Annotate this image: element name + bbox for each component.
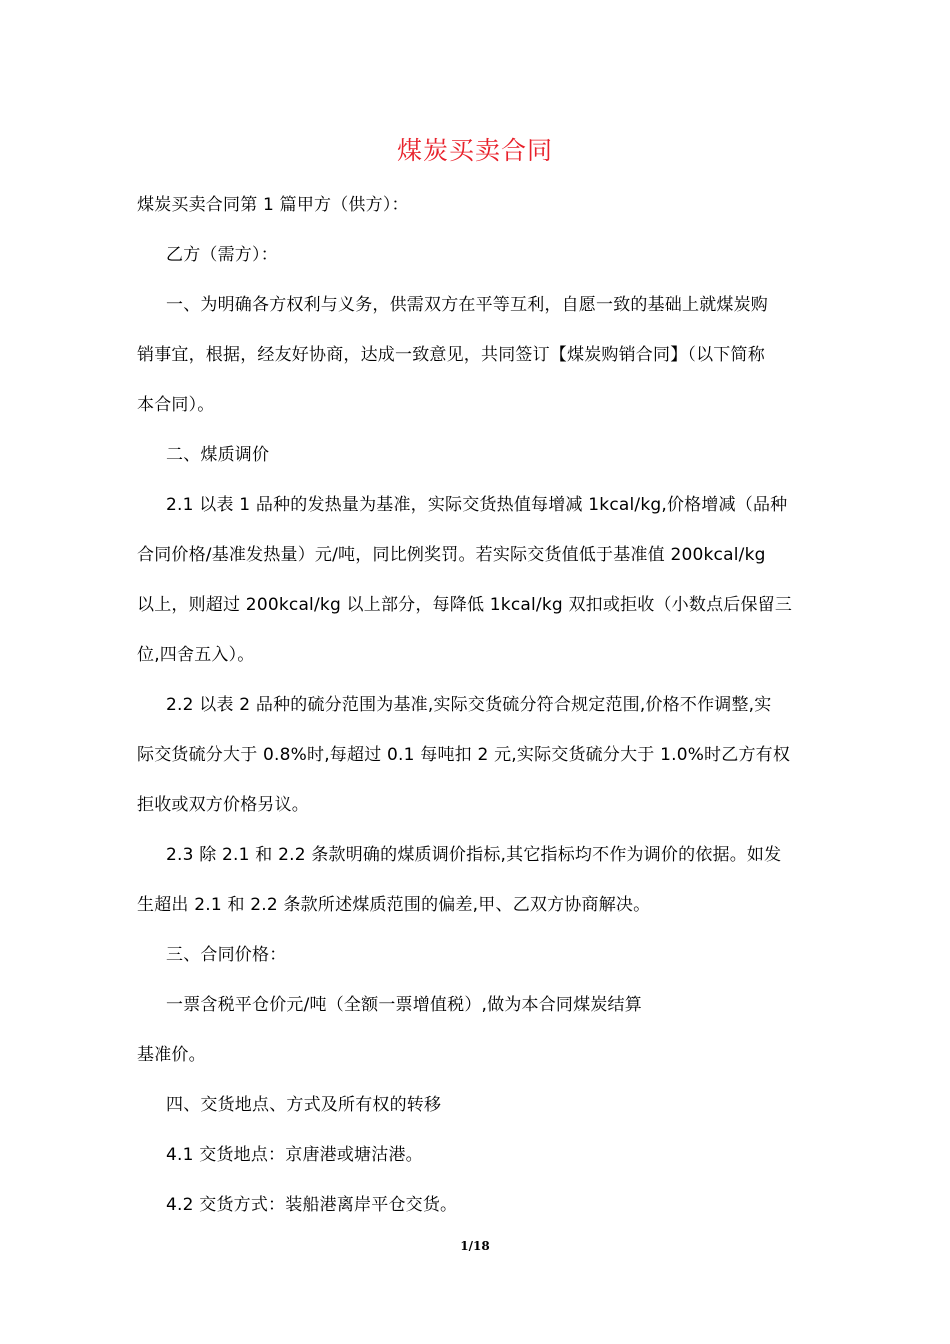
paragraph-line: 2.2 以表 2 品种的硫分范围为基准,实际交货硫分符合规定范围,价格不作调整,实 xyxy=(166,695,772,715)
document-title: 煤炭买卖合同 xyxy=(396,136,553,165)
paragraph-line: 位,四舍五入）。 xyxy=(137,645,255,665)
paragraph-line: 4.2 交货方式：装船港离岸平仓交货。 xyxy=(166,1195,458,1215)
paragraph-line: 销事宜，根据，经友好协商，达成一致意见，共同签订【煤炭购销合同】（以下简称 xyxy=(137,345,765,365)
paragraph-line: 一票含税平仓价元/吨（全额一票增值税）,做为本合同煤炭结算 xyxy=(166,995,642,1015)
section-heading: 三、合同价格： xyxy=(166,945,287,965)
paragraph-line: 乙方（需方）： xyxy=(166,245,278,265)
paragraph-line: 际交货硫分大于 0.8%时,每超过 0.1 每吨扣 2 元,实际交货硫分大于 1.0%时乙方有权 xyxy=(137,745,791,765)
paragraph-line: 合同价格/基准发热量）元/吨，同比例奖罚。若实际交货值低于基准值 200kcal/kg xyxy=(137,545,766,565)
paragraph-line: 基准价。 xyxy=(137,1045,206,1065)
paragraph-line: 拒收或双方价格另议。 xyxy=(137,795,309,815)
paragraph-line: 煤炭买卖合同第 1 篇甲方（供方）： xyxy=(137,195,409,215)
paragraph-line: 本合同）。 xyxy=(137,395,215,415)
paragraph-line: 一、为明确各方权利与义务，供需双方在平等互利，自愿一致的基础上就煤炭购 xyxy=(166,295,768,315)
paragraph-line: 2.1 以表 1 品种的发热量为基准，实际交货热值每增减 1kcal/kg,价格增减（品种 xyxy=(166,495,788,515)
paragraph-line: 以上，则超过 200kcal/kg 以上部分，每降低 1kcal/kg 双扣或拒收（小数点后保留三 xyxy=(137,595,793,615)
section-heading: 四、交货地点、方式及所有权的转移 xyxy=(166,1095,442,1115)
paragraph-line: 4.1 交货地点：京唐港或塘沽港。 xyxy=(166,1145,423,1165)
paragraph-line: 生超出 2.1 和 2.2 条款所述煤质范围的偏差,甲、乙双方协商解决。 xyxy=(137,895,651,915)
paragraph-line: 2.3 除 2.1 和 2.2 条款明确的煤质调价指标,其它指标均不作为调价的依据。如发 xyxy=(166,845,782,865)
section-heading: 二、煤质调价 xyxy=(166,445,270,465)
page-number: 1/18 xyxy=(460,1239,490,1253)
